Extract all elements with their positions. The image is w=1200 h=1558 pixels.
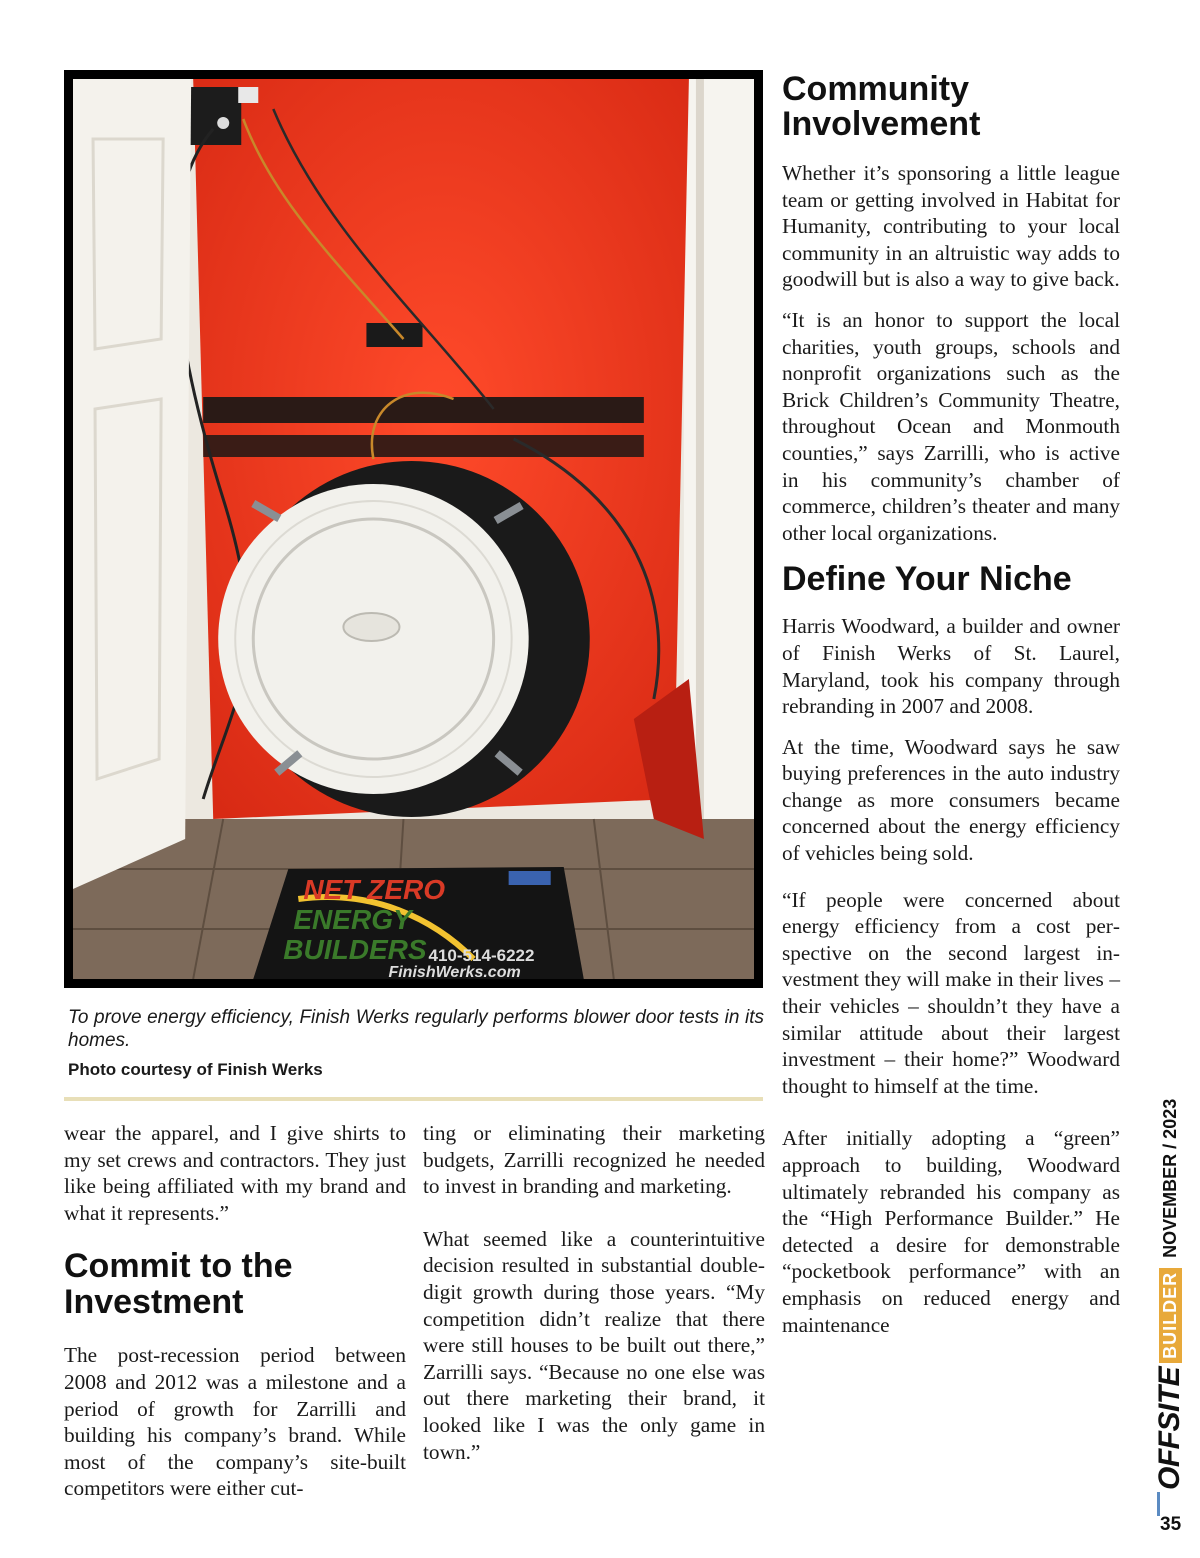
column-2: [423, 1120, 765, 1465]
heading-define-niche: Define Your Niche: [782, 560, 1072, 599]
blower-door-illustration: [73, 79, 754, 979]
col3-paragraph-5: “If people were concerned about energy efficiency from a cost perspective on the second largest investment they will make in their lives – their vehicles – shouldn’t they have a similar attitude about their largest investment – their home?” Woodward thought to himself at the time.: [782, 887, 1120, 1098]
col1-paragraph-1: wear the apparel, and I give shirts to my set crews and contractors. They just like being affiliated with my brand and what it represents.”: [64, 1121, 406, 1225]
issue-date: NOVEMBER / 2023: [1159, 1098, 1180, 1258]
magazine-sidebar: [1149, 1098, 1191, 1490]
caption-text: To prove energy efficiency, Finish Werks regularly performs blower door tests in its homes.: [68, 1007, 764, 1051]
blower-door-photo: [64, 70, 763, 988]
col3-paragraph-6: After initially adopting a “green” approach to building, Woodward ultimately rebranded his company as the “High Performance Builder.” He detected a desire for demonstrable “pocketbook performance” with an emphasis on reduced energy and maintenance: [782, 1126, 1120, 1337]
heading-commit-investment: Commit to the Investment: [64, 1247, 293, 1322]
col2-paragraph-2: What seemed like a counterintuitive decision resulted in substantial double-digit growth during those years. “My competition didn’t realize that there were still houses to be built out there,” Zarrilli says. “Because no one else was out there marketing their brand, it looked like I was the only game in town.”: [423, 1226, 765, 1464]
sign-phone: 410-514-6222: [428, 946, 535, 965]
col3-paragraph-4: At the time, Woodward says he saw buying preferences in the auto industry change as more consumers became concerned about the energy efficiency of vehicles being sold.: [782, 734, 1120, 866]
sign-line2: ENERGY: [293, 904, 412, 935]
page-number: 35: [1160, 1514, 1182, 1535]
photo-caption: [68, 1007, 764, 1080]
page-number-rule: [1157, 1492, 1160, 1516]
column-1: [64, 1120, 406, 1502]
sign-line1: NET ZERO: [303, 874, 446, 905]
brand-offsite: OFFSITE: [1153, 1366, 1186, 1490]
heading-community-involvement: Community Involvement: [782, 70, 981, 143]
col3-paragraph-2: “It is an honor to support the local charities, youth groups, schools and nonprofit organizations such as the Brick Children’s Community Theatre, throughout Ocean and Monmouth counties,” says Zarrilli, who is active in his community’s chamber of commerce, children’s theater and many other local organizations.: [782, 307, 1120, 545]
col2-paragraph-1: ting or eliminating their marketing budgets, Zarrilli recognized he needed to invest in branding and marketing.: [423, 1121, 765, 1199]
sidebar-branding: [1149, 1098, 1191, 1490]
brand-builder: BUILDER: [1159, 1268, 1182, 1363]
column-3: [782, 72, 1120, 1338]
sign-line3: BUILDERS: [283, 934, 427, 965]
col1-paragraph-2: The post-recession period between 2008 and 2012 was a milestone and a period of growth for Zarrilli and building his company’s brand. While most of the company’s site-built competitors were either cut-: [64, 1343, 406, 1501]
col3-paragraph-3: Harris Woodward, a builder and owner of Finish Werks of St. Laurel, Maryland, took his company through rebranding in 2007 and 2008.: [782, 614, 1120, 719]
photo-credit: Photo courtesy of Finish Werks: [68, 1060, 323, 1079]
col3-paragraph-1: Whether it’s sponsoring a little league team or getting involved in Habitat for Humanity, contributing to your local community in an altruistic way adds to goodwill but is also a way to give back.: [782, 161, 1120, 292]
caption-divider: [64, 1097, 763, 1101]
sign-url: FinishWerks.com: [388, 964, 521, 979]
